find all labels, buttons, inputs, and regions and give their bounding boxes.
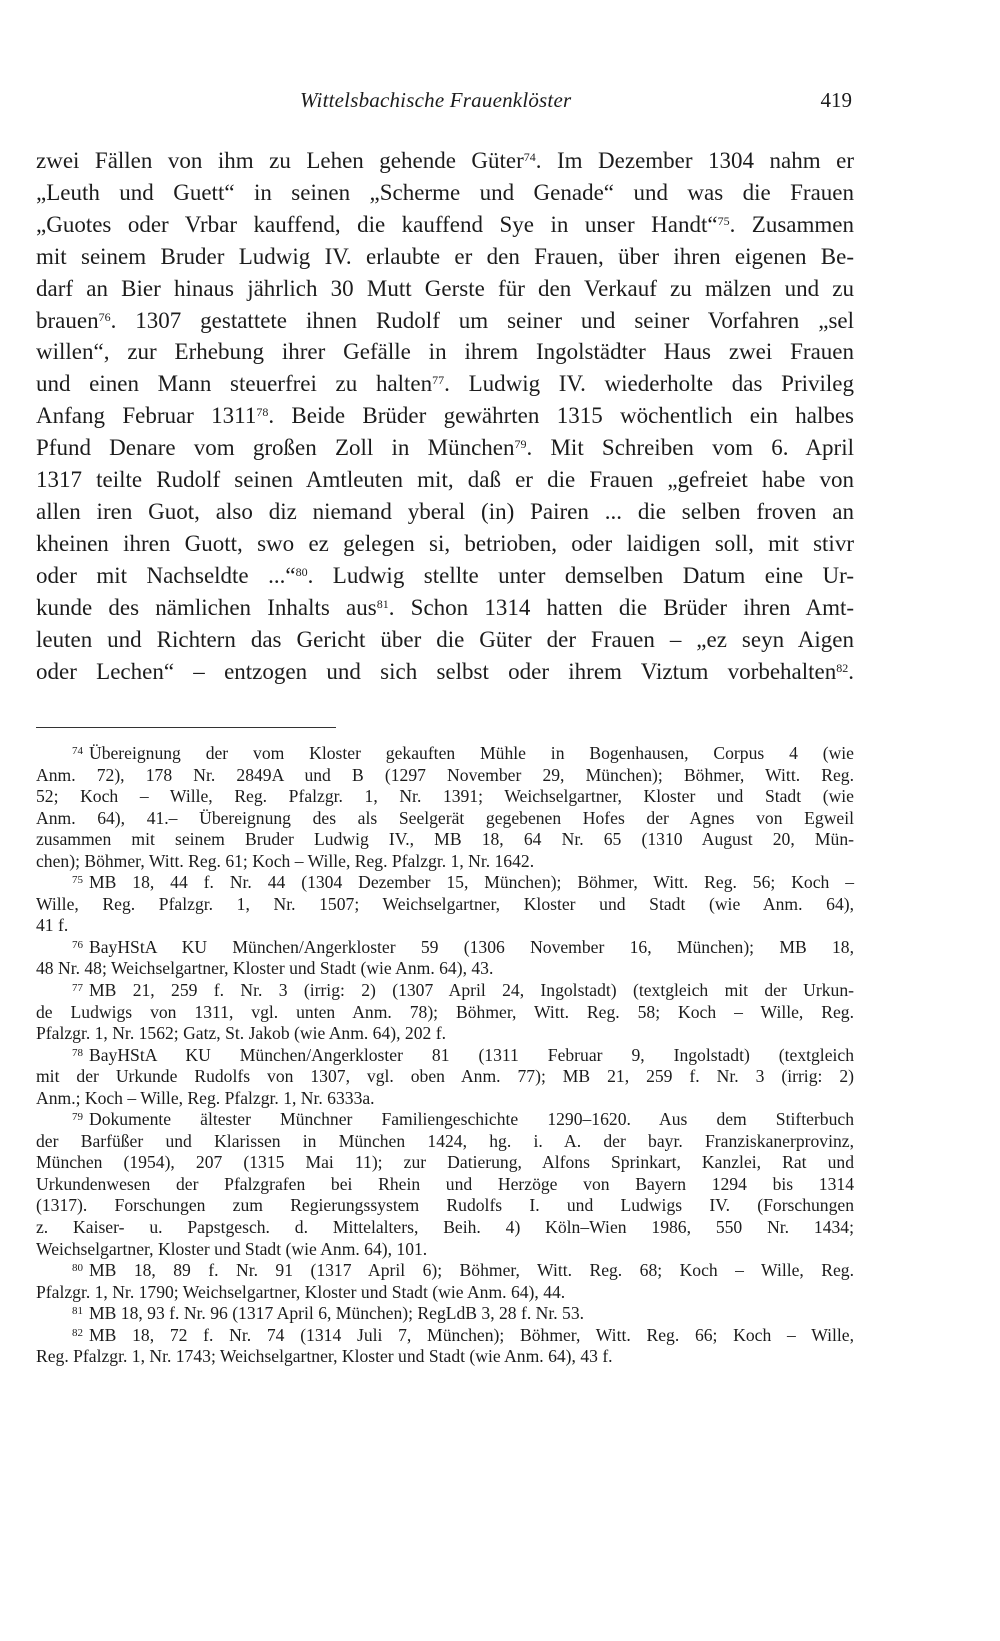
footnote-line — [36, 894, 854, 916]
text-segment: kunde des nämlichen Inhalts aus — [36, 594, 377, 620]
footnote-number: 74 — [72, 745, 83, 757]
text-segment: Anfang Februar 1311 — [36, 403, 257, 429]
text-segment: . Ludwig stellte unter demselben Datum eine Ur- — [307, 562, 855, 588]
footnote-line — [36, 1066, 854, 1088]
footnote-line — [36, 1174, 854, 1196]
text-line — [36, 624, 854, 656]
footnote-separator — [36, 727, 336, 728]
text-segment: zwei Fällen von ihm zu Lehen gehende Güter — [36, 148, 524, 173]
footnote-line — [36, 872, 854, 894]
footnote-line — [36, 980, 854, 1002]
footnote-text: Urkundenwesen der Pfalzgrafen bei Rhein und Herzöge von Bayern 1294 bis 1314 — [36, 1173, 854, 1194]
footnote-line — [36, 1002, 854, 1024]
footnote-number: 82 — [72, 1326, 83, 1339]
text-line — [36, 560, 854, 592]
footnote-text: 41 f. — [36, 915, 69, 936]
text-segment: 1317 teilte Rudolf seinen Amtleuten mit, daß er die Frauen „gefreiet habe von — [36, 467, 854, 493]
footnote-line — [36, 765, 854, 787]
footnote-line — [36, 1152, 854, 1174]
footnote-line — [36, 1131, 854, 1153]
footnote-text: MB 18, 44 f. Nr. 44 (1304 Dezember 15, München); Böhmer, Witt. Reg. 56; Koch – — [89, 872, 854, 893]
footnote-text: Pfalzgr. 1, Nr. 1562; Gatz, St. Jakob (wie Anm. 64), 202 f. — [36, 1023, 446, 1044]
text-segment: . Im Dezember 1304 nahm er — [535, 148, 854, 173]
footnote-text: Weichselgartner, Kloster und Stadt (wie Anm. 64), 101. — [36, 1238, 428, 1259]
footnote-line — [36, 1239, 854, 1261]
footnote-text: Anm. 72), 178 Nr. 2849A und B (1297 November 29, München); Böhmer, Witt. Reg. — [36, 764, 854, 785]
footnote-text: chen); Böhmer, Witt. Reg. 61; Koch – Wille, Reg. Pfalzgr. 1, Nr. 1642. — [36, 850, 535, 871]
text-line — [36, 177, 854, 209]
footnote-line — [36, 786, 854, 808]
footnote-ref[interactable]: 82 — [836, 660, 849, 675]
footnote-line — [36, 1088, 854, 1110]
footnote-line — [36, 1346, 854, 1368]
text-line — [36, 273, 854, 305]
footnote-number: 76 — [72, 938, 83, 951]
footnote-number: 77 — [72, 982, 83, 995]
text-line — [36, 464, 854, 496]
text-line — [36, 209, 854, 241]
footnote-line — [36, 1260, 854, 1282]
footnote-number: 80 — [72, 1262, 83, 1275]
main-text — [36, 145, 854, 687]
footnote-number: 78 — [72, 1046, 83, 1059]
footnote-line — [36, 808, 854, 830]
text-segment: . Mit Schreiben vom 6. April — [526, 435, 854, 461]
footnote-line — [36, 958, 854, 980]
footnote-77 — [36, 980, 854, 1045]
footnote-line — [36, 1109, 854, 1131]
text-segment: . — [848, 658, 854, 684]
footnote-ref[interactable]: 75 — [717, 213, 730, 228]
footnote-line — [36, 1217, 854, 1239]
footnote-text: de Ludwigs von 1311, vgl. unten Anm. 78); Böhmer, Witt. Reg. 58; Koch – Wille, Reg. — [36, 1001, 854, 1022]
footnote-text: Übereignung der vom Kloster gekauften Mühle in Bogenhausen, Corpus 4 (wie — [89, 743, 854, 763]
footnote-79 — [36, 1109, 854, 1260]
text-segment: . Beide Brüder gewährten 1315 wöchentlich ein halbes — [268, 403, 854, 429]
text-line — [36, 368, 854, 400]
footnote-line — [36, 1045, 854, 1067]
text-segment: Pfund Denare vom großen Zoll in München — [36, 435, 515, 461]
footnote-text: Anm. 64), 41.– Übereignung des als Seelgerät gegebenen Hofes der Agnes von Egweil — [36, 807, 854, 828]
footnote-number: 81 — [72, 1305, 83, 1318]
footnote-ref[interactable]: 79 — [514, 437, 527, 452]
footnote-text: z. Kaiser- u. Papstgesch. d. Mittelalters, Beih. 4) Köln–Wien 1986, 550 Nr. 1434; — [36, 1217, 854, 1238]
text-line — [36, 305, 854, 337]
footnote-line — [36, 1303, 854, 1325]
text-line — [36, 656, 854, 688]
footnote-81 — [36, 1303, 854, 1325]
footnote-text: zusammen mit seinem Bruder Ludwig IV., MB 18, 64 Nr. 65 (1310 August 20, Mün- — [36, 829, 854, 850]
footnote-text: 48 Nr. 48; Weichselgartner, Kloster und Stadt (wie Anm. 64), 43. — [36, 958, 494, 979]
footnote-line — [36, 937, 854, 959]
footnote-line — [36, 829, 854, 851]
footnote-text: Dokumente ältester Münchner Familiengeschichte 1290–1620. Aus dem Stifterbuch — [89, 1109, 854, 1130]
footnotes — [36, 743, 854, 1368]
footnote-80 — [36, 1260, 854, 1303]
text-line — [36, 336, 854, 368]
text-line — [36, 241, 854, 273]
text-segment: mit seinem Bruder Ludwig IV. erlaubte er den Frauen, über ihren eigenen Be- — [36, 243, 854, 269]
footnote-text: BayHStA KU München/Angerkloster 59 (1306 November 16, München); MB 18, — [89, 936, 854, 957]
footnote-ref[interactable]: 80 — [295, 564, 308, 579]
footnote-text: der Barfüßer und Klarissen in München 1424, hg. i. A. der bayr. Franziskanerprovinz, — [36, 1130, 854, 1151]
text-segment: . Schon 1314 hatten die Brüder ihren Amt- — [388, 594, 855, 620]
footnote-text: 52; Koch – Wille, Reg. Pfalzgr. 1, Nr. 1391; Weichselgartner, Kloster und Stadt (wie — [36, 786, 854, 807]
footnote-line — [36, 1282, 854, 1304]
footnote-text: mit der Urkunde Rudolfs von 1307, vgl. oben Anm. 77); MB 21, 259 f. Nr. 3 (irrig: 2) — [36, 1066, 854, 1087]
text-segment: oder mit Nachseldte ...“ — [36, 562, 296, 588]
text-segment: . 1307 gestattete ihnen Rudolf um seiner und seiner Vorfahren „sel — [110, 307, 854, 333]
footnote-line — [36, 915, 854, 937]
footnote-line — [36, 1023, 854, 1045]
footnote-number: 79 — [72, 1111, 83, 1124]
footnote-ref[interactable]: 74 — [523, 150, 536, 164]
footnote-74 — [36, 743, 854, 872]
footnote-ref[interactable]: 78 — [256, 405, 269, 420]
text-segment: darf an Bier hinaus jährlich 30 Mutt Gerste für den Verkauf zu mälzen und zu — [36, 275, 854, 301]
text-segment: „Guotes oder Vrbar kauffend, die kauffend Sye in unser Handt“ — [36, 211, 718, 237]
text-segment: . Zusammen — [729, 211, 854, 237]
text-segment: oder Lechen“ – entzogen und sich selbst oder ihrem Viztum vorbehalten — [36, 658, 837, 684]
text-segment: . Ludwig IV. wiederholte das Privileg — [444, 371, 854, 397]
footnote-text: Reg. Pfalzgr. 1, Nr. 1743; Weichselgartner, Kloster und Stadt (wie Anm. 64), 43 f. — [36, 1346, 613, 1367]
footnote-line — [36, 743, 854, 765]
footnote-text: BayHStA KU München/Angerkloster 81 (1311 Februar 9, Ingolstadt) (textgleich — [89, 1044, 854, 1065]
footnote-ref[interactable]: 76 — [98, 309, 111, 324]
footnote-line — [36, 1325, 854, 1347]
text-segment: „Leuth und Guett“ in seinen „Scherme und Genade“ und was die Frauen — [36, 179, 854, 205]
page-number: 419 — [820, 88, 852, 112]
text-line — [36, 400, 854, 432]
footnote-ref[interactable]: 77 — [432, 373, 445, 388]
running-title: Wittelsbachische Frauenklöster — [300, 88, 572, 112]
footnote-75 — [36, 872, 854, 937]
footnote-78 — [36, 1045, 854, 1110]
text-segment: willen“, zur Erhebung ihrer Gefälle in ihrem Ingolstädter Haus zwei Frauen — [36, 339, 854, 365]
footnote-82 — [36, 1325, 854, 1368]
footnote-text: Anm.; Koch – Wille, Reg. Pfalzgr. 1, Nr. 6333a. — [36, 1087, 375, 1108]
footnote-text: Wille, Reg. Pfalzgr. 1, Nr. 1507; Weichselgartner, Kloster und Stadt (wie Anm. 64), — [36, 893, 854, 914]
footnote-line — [36, 1195, 854, 1217]
footnote-text: MB 21, 259 f. Nr. 3 (irrig: 2) (1307 April 24, Ingolstadt) (textgleich mit der Urkun- — [89, 980, 854, 1001]
text-segment: und einen Mann steuerfrei zu halten — [36, 371, 433, 397]
footnote-76 — [36, 937, 854, 980]
text-line — [36, 592, 854, 624]
text-segment: kheinen ihren Guott, swo ez gelegen si, betrioben, oder laidigen soll, mit stivr — [36, 530, 854, 556]
text-line — [36, 145, 854, 177]
footnote-text: (1317). Forschungen zum Regierungssystem Rudolfs I. und Ludwigs IV. (Forschungen — [36, 1195, 854, 1216]
footnote-line — [36, 851, 854, 873]
text-line — [36, 432, 854, 464]
text-segment: allen iren Guot, also diz niemand yberal (in) Pairen ... die selben froven an — [36, 498, 854, 524]
footnote-text: Pfalzgr. 1, Nr. 1790; Weichselgartner, Kloster und Stadt (wie Anm. 64), 44. — [36, 1281, 566, 1302]
text-segment: leuten und Richtern das Gericht über die Güter der Frauen – „ez seyn Aigen — [36, 626, 854, 652]
footnote-text: MB 18, 93 f. Nr. 96 (1317 April 6, München); RegLdB 3, 28 f. Nr. 53. — [89, 1303, 585, 1324]
footnote-text: MB 18, 89 f. Nr. 91 (1317 April 6); Böhmer, Witt. Reg. 68; Koch – Wille, Reg. — [89, 1260, 854, 1281]
text-line — [36, 528, 854, 560]
footnote-text: München (1954), 207 (1315 Mai 11); zur Datierung, Alfons Sprinkart, Kanzlei, Rat und — [36, 1152, 854, 1173]
footnote-number: 75 — [72, 874, 83, 887]
text-line — [36, 496, 854, 528]
footnote-ref[interactable]: 81 — [376, 596, 389, 611]
text-segment: brauen — [36, 307, 99, 333]
footnote-text: MB 18, 72 f. Nr. 74 (1314 Juli 7, München); Böhmer, Witt. Reg. 66; Koch – Wille, — [89, 1324, 854, 1345]
